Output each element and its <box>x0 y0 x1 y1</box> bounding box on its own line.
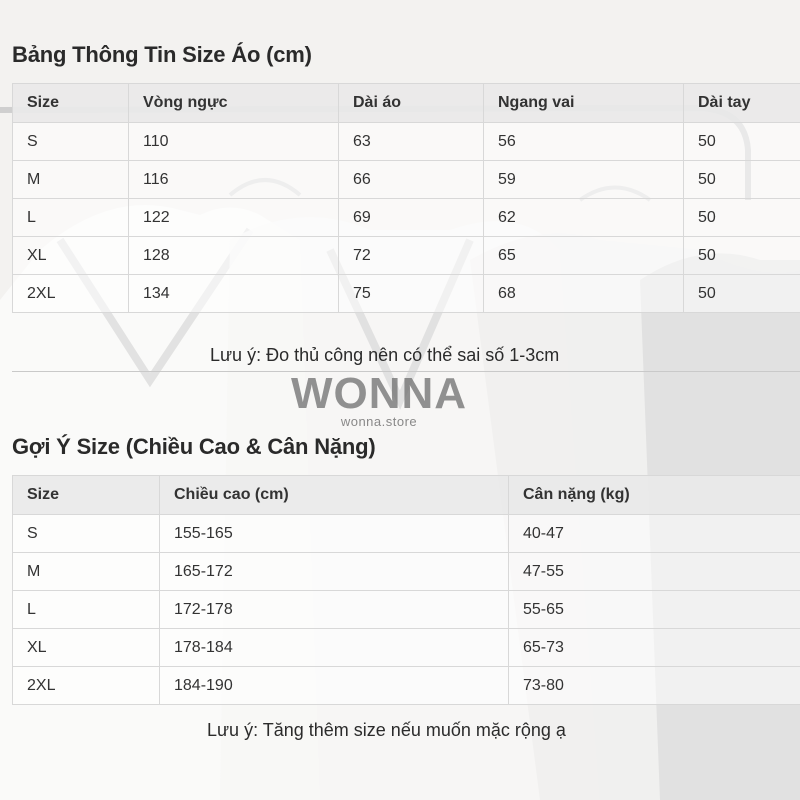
cell-chest: 128 <box>129 237 339 275</box>
cell-sleeve: 50 <box>684 161 800 199</box>
table-row <box>13 591 800 629</box>
watermark-logo: WONNA <box>290 369 468 418</box>
cell-height: 155-165 <box>160 515 509 553</box>
table-row <box>13 515 800 553</box>
suggest-table-header-row <box>13 476 800 515</box>
watermark-site: wonna.store <box>340 414 418 429</box>
cell-size: M <box>13 161 129 199</box>
cell-shoulder: 65 <box>484 237 684 275</box>
table-row <box>13 199 800 237</box>
cell-size: 2XL <box>13 275 129 313</box>
size-table-header-row <box>13 84 800 123</box>
cell-length: 69 <box>339 199 484 237</box>
suggest-table-note: Lưu ý: Tăng thêm size nếu muốn mặc rộng ạ <box>207 720 566 740</box>
cell-sleeve: 50 <box>684 123 800 161</box>
watermark <box>284 368 474 429</box>
cell-height: 172-178 <box>160 591 509 629</box>
cell-size: L <box>13 591 160 629</box>
cell-size: S <box>13 123 129 161</box>
cell-size: XL <box>13 237 129 275</box>
cell-length: 72 <box>339 237 484 275</box>
cell-height: 184-190 <box>160 667 509 705</box>
cell-length: 66 <box>339 161 484 199</box>
cell-chest: 134 <box>129 275 339 313</box>
table-row <box>13 275 800 313</box>
cell-weight: 65-73 <box>509 629 800 667</box>
table-row <box>13 553 800 591</box>
header-shoulder: Ngang vai <box>484 84 684 123</box>
cell-sleeve: 50 <box>684 199 800 237</box>
cell-weight: 55-65 <box>509 591 800 629</box>
size-table-note: Lưu ý: Đo thủ công nên có thể sai số 1-3cm <box>210 345 560 365</box>
header-size: Size <box>13 84 129 123</box>
cell-size: XL <box>13 629 160 667</box>
cell-size: S <box>13 515 160 553</box>
size-table <box>12 83 800 313</box>
cell-sleeve: 50 <box>684 237 800 275</box>
table-row <box>13 237 800 275</box>
cell-height: 178-184 <box>160 629 509 667</box>
cell-sleeve: 50 <box>684 275 800 313</box>
table-row <box>13 123 800 161</box>
header-chest: Vòng ngực <box>129 84 339 123</box>
cell-length: 75 <box>339 275 484 313</box>
cell-shoulder: 62 <box>484 199 684 237</box>
size-table-title: Bảng Thông Tin Size Áo (cm) <box>12 42 312 67</box>
suggest-table-title: Gợi Ý Size (Chiều Cao & Cân Nặng) <box>12 434 376 459</box>
cell-shoulder: 68 <box>484 275 684 313</box>
header-size: Size <box>13 476 160 515</box>
table-row <box>13 161 800 199</box>
cell-height: 165-172 <box>160 553 509 591</box>
table-row <box>13 667 800 705</box>
cell-chest: 110 <box>129 123 339 161</box>
cell-shoulder: 56 <box>484 123 684 161</box>
header-length: Dài áo <box>339 84 484 123</box>
table-row <box>13 629 800 667</box>
cell-size: M <box>13 553 160 591</box>
suggest-table <box>12 475 800 705</box>
cell-weight: 73-80 <box>509 667 800 705</box>
header-sleeve: Dài tay <box>684 84 800 123</box>
cell-chest: 122 <box>129 199 339 237</box>
cell-shoulder: 59 <box>484 161 684 199</box>
header-weight: Cân nặng (kg) <box>509 476 800 515</box>
cell-length: 63 <box>339 123 484 161</box>
header-height: Chiều cao (cm) <box>160 476 509 515</box>
cell-size: L <box>13 199 129 237</box>
cell-size: 2XL <box>13 667 160 705</box>
cell-chest: 116 <box>129 161 339 199</box>
cell-weight: 40-47 <box>509 515 800 553</box>
cell-weight: 47-55 <box>509 553 800 591</box>
